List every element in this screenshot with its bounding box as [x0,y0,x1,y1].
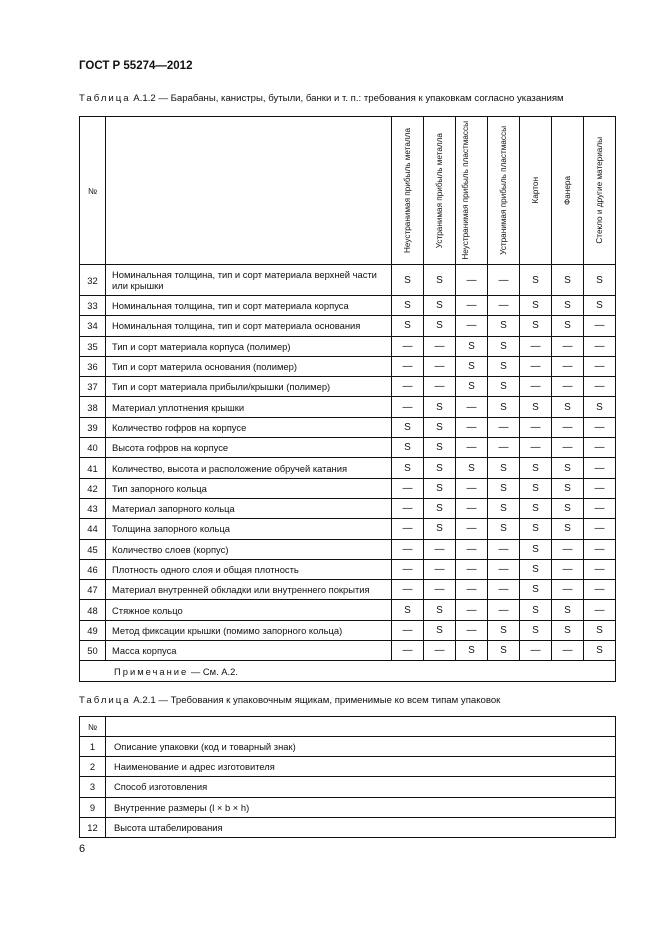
requirement-cell: — [424,539,456,559]
requirement-cell: — [552,580,584,600]
requirement-cell: — [488,265,520,296]
requirement-cell: — [488,600,520,620]
requirement-cell: — [584,458,616,478]
requirement-cell: — [552,539,584,559]
requirement-cell: S [552,458,584,478]
row-description: Тип запорного кольца [106,478,392,498]
requirement-cell: — [392,580,424,600]
row-description: Материал уплотнения крышки [106,397,392,417]
table-row [80,757,616,777]
requirement-cell: S [488,316,520,336]
table-row [80,797,616,817]
requirement-cell: — [456,559,488,579]
requirement-cell: — [584,438,616,458]
requirement-cell: — [584,498,616,518]
packaging-requirements-table [79,116,616,682]
row-description: Способ изготовления [106,777,616,797]
requirement-cell: — [520,377,552,397]
column-header: Устранимая прибыль пластмассы [488,117,520,265]
requirement-cell: S [552,397,584,417]
requirement-cell: S [424,620,456,640]
row-description: Номинальная толщина, тип и сорт материала верхней части или крышки [106,265,392,296]
row-description: Внутренние размеры (l × b × h) [106,797,616,817]
note-label: Примечание [114,665,189,677]
requirement-cell: S [424,498,456,518]
requirement-cell: S [488,377,520,397]
requirement-cell: S [392,438,424,458]
requirement-cell: — [552,336,584,356]
requirement-cell: S [488,620,520,640]
row-number: 40 [80,438,106,458]
requirement-cell: — [392,539,424,559]
requirement-cell: — [584,559,616,579]
requirement-cell: S [424,519,456,539]
requirement-cell: S [456,356,488,376]
row-description: Стяжное кольцо [106,600,392,620]
requirement-cell: S [552,296,584,316]
requirement-cell: S [488,519,520,539]
requirement-cell: — [552,438,584,458]
requirement-cell: — [392,620,424,640]
description-column-header [106,717,616,737]
requirement-cell: S [456,458,488,478]
row-description: Масса корпуса [106,641,392,661]
requirement-cell: S [424,417,456,437]
requirement-cell: — [392,478,424,498]
row-description: Высота гофров на корпусе [106,438,392,458]
table-row [80,316,616,336]
table-row [80,580,616,600]
requirement-cell: — [456,417,488,437]
requirement-cell: — [456,265,488,296]
row-number: 34 [80,316,106,336]
requirement-cell: S [552,620,584,640]
row-number: 45 [80,539,106,559]
requirement-cell: — [584,316,616,336]
row-number: 32 [80,265,106,296]
requirement-cell: S [584,620,616,640]
requirement-cell: S [520,316,552,336]
table-row [80,559,616,579]
requirement-cell: S [488,356,520,376]
requirement-cell: S [520,397,552,417]
requirement-cell: — [520,356,552,376]
table2-caption-label: Таблица [79,695,131,706]
requirement-cell: S [392,316,424,336]
requirement-cell: — [584,539,616,559]
table-row [80,296,616,316]
table1-caption [79,93,564,104]
row-number: 33 [80,296,106,316]
row-description: Количество гофров на корпусе [106,417,392,437]
requirement-cell: — [392,519,424,539]
requirement-cell: S [584,641,616,661]
requirement-cell: S [584,265,616,296]
row-description: Метод фиксации крышки (помимо запорного кольца) [106,620,392,640]
requirement-cell: S [456,336,488,356]
requirement-cell: — [584,478,616,498]
requirement-cell: S [392,600,424,620]
row-number: 12 [80,817,106,837]
requirement-cell: S [552,600,584,620]
row-number: 35 [80,336,106,356]
row-description: Тип и сорт материала прибыли/крышки (полимер) [106,377,392,397]
row-description: Описание упаковки (код и товарный знак) [106,737,616,757]
requirement-cell: — [424,559,456,579]
column-header: Картон [520,117,552,265]
requirement-cell: — [424,356,456,376]
requirement-cell: S [456,377,488,397]
row-description: Наименование и адрес изготовителя [106,757,616,777]
row-number: 42 [80,478,106,498]
table-row [80,417,616,437]
requirement-cell: S [424,316,456,336]
requirement-cell: S [392,296,424,316]
requirement-cell: — [552,559,584,579]
requirement-cell: — [520,417,552,437]
table-row [80,519,616,539]
requirement-cell: S [488,478,520,498]
requirement-cell: — [456,580,488,600]
requirement-cell: S [488,336,520,356]
requirement-cell: S [520,296,552,316]
requirement-cell: — [456,397,488,417]
requirement-cell: — [584,356,616,376]
requirement-cell: S [424,397,456,417]
requirement-cell: — [392,336,424,356]
row-description: Материал внутренней обкладки или внутреннего покрытия [106,580,392,600]
table-row [80,498,616,518]
row-number: 47 [80,580,106,600]
requirement-cell: — [456,539,488,559]
row-number: 38 [80,397,106,417]
row-description: Плотность одного слоя и общая плотность [106,559,392,579]
table-row [80,641,616,661]
table-row [80,397,616,417]
requirement-cell: — [520,641,552,661]
row-number: 37 [80,377,106,397]
column-header: Фанера [552,117,584,265]
table-row [80,620,616,640]
requirement-cell: — [424,336,456,356]
requirement-cell: — [552,377,584,397]
table1-caption-label: Таблица [79,93,131,104]
requirement-cell: S [424,458,456,478]
description-column-header [106,117,392,265]
requirement-cell: — [456,620,488,640]
table2-caption [79,695,500,706]
row-number: 50 [80,641,106,661]
requirement-cell: — [488,296,520,316]
requirement-cell: — [424,641,456,661]
number-column-header: № [80,717,106,737]
requirement-cell: S [488,458,520,478]
row-number: 39 [80,417,106,437]
row-description: Толщина запорного кольца [106,519,392,539]
row-number: 46 [80,559,106,579]
table1-caption-text: А.1.2 — Барабаны, канистры, бутыли, банки и т. п.: требования к упаковкам согласно указаниям [130,93,564,104]
requirement-cell: — [488,559,520,579]
requirement-cell: S [584,397,616,417]
requirement-cell: — [552,417,584,437]
row-description: Номинальная толщина, тип и сорт материала корпуса [106,296,392,316]
table-row [80,458,616,478]
requirement-cell: — [552,356,584,376]
requirement-cell: — [392,641,424,661]
row-number: 1 [80,737,106,757]
table2-caption-text: А.2.1 — Требования к упаковочным ящикам, применимые ко всем типам упаковок [130,695,501,706]
table-row [80,356,616,376]
box-requirements-table [79,716,616,838]
requirement-cell: S [520,478,552,498]
requirement-cell: S [488,397,520,417]
requirement-cell: S [424,438,456,458]
requirement-cell: — [456,600,488,620]
column-header: Неустранимая прибыль металла [392,117,424,265]
row-description: Высота штабелирования [106,817,616,837]
requirement-cell: S [424,600,456,620]
requirement-cell: S [552,519,584,539]
number-column-header: № [80,117,106,265]
requirement-cell: S [488,641,520,661]
table-row [80,478,616,498]
row-number: 43 [80,498,106,518]
requirement-cell: S [520,600,552,620]
requirement-cell: S [488,498,520,518]
requirement-cell: S [584,296,616,316]
row-number: 44 [80,519,106,539]
table-row [80,539,616,559]
requirement-cell: — [488,539,520,559]
requirement-cell: S [392,265,424,296]
requirement-cell: — [392,356,424,376]
requirement-cell: — [392,397,424,417]
row-number: 36 [80,356,106,376]
requirement-cell: S [552,265,584,296]
requirement-cell: S [552,316,584,336]
requirement-cell: — [488,438,520,458]
requirement-cell: S [552,478,584,498]
requirement-cell: — [456,498,488,518]
requirement-cell: — [584,377,616,397]
table-row [80,600,616,620]
requirement-cell: — [392,377,424,397]
table-row [80,265,616,296]
row-number: 9 [80,797,106,817]
table-row [80,336,616,356]
requirement-cell: S [392,458,424,478]
table-row [80,377,616,397]
row-number: 49 [80,620,106,640]
column-header: Неустранимая прибыль пластмассы [456,117,488,265]
requirement-cell: S [520,539,552,559]
requirement-cell: — [584,600,616,620]
requirement-cell: — [456,316,488,336]
requirement-cell: — [520,438,552,458]
page-number: 6 [79,843,86,855]
note-text: — См. А.2. [188,665,238,677]
requirement-cell: S [424,478,456,498]
table1-note [80,661,616,682]
requirement-cell: — [584,519,616,539]
requirement-cell: — [456,519,488,539]
requirement-cell: S [392,417,424,437]
requirement-cell: — [392,559,424,579]
row-number: 2 [80,757,106,777]
requirement-cell: S [520,559,552,579]
table-row [80,737,616,757]
row-description: Номинальная толщина, тип и сорт материала основания [106,316,392,336]
requirement-cell: — [584,336,616,356]
row-description: Количество, высота и расположение обручей катания [106,458,392,478]
table-row [80,438,616,458]
requirement-cell: — [520,336,552,356]
row-description: Тип и сорт материла основания (полимер) [106,356,392,376]
requirement-cell: S [520,498,552,518]
row-number: 48 [80,600,106,620]
table-row [80,817,616,837]
requirement-cell: S [424,296,456,316]
requirement-cell: — [488,580,520,600]
row-number: 3 [80,777,106,797]
requirement-cell: S [520,458,552,478]
requirement-cell: — [456,478,488,498]
document-code: ГОСТ Р 55274—2012 [79,60,193,72]
requirement-cell: S [520,580,552,600]
requirement-cell: — [552,641,584,661]
requirement-cell: — [584,580,616,600]
row-number: 41 [80,458,106,478]
column-header: Стекло и другие материалы [584,117,616,265]
row-description: Количество слоев (корпус) [106,539,392,559]
requirement-cell: S [520,519,552,539]
row-description: Тип и сорт материала корпуса (полимер) [106,336,392,356]
requirement-cell: S [552,498,584,518]
requirement-cell: — [456,438,488,458]
requirement-cell: S [520,265,552,296]
requirement-cell: S [456,641,488,661]
requirement-cell: — [488,417,520,437]
requirement-cell: — [456,296,488,316]
requirement-cell: — [424,377,456,397]
table-row [80,777,616,797]
row-description: Материал запорного кольца [106,498,392,518]
requirement-cell: S [520,620,552,640]
requirement-cell: — [392,498,424,518]
requirement-cell: — [584,417,616,437]
requirement-cell: S [424,265,456,296]
requirement-cell: — [424,580,456,600]
column-header: Устранимая прибыль металла [424,117,456,265]
